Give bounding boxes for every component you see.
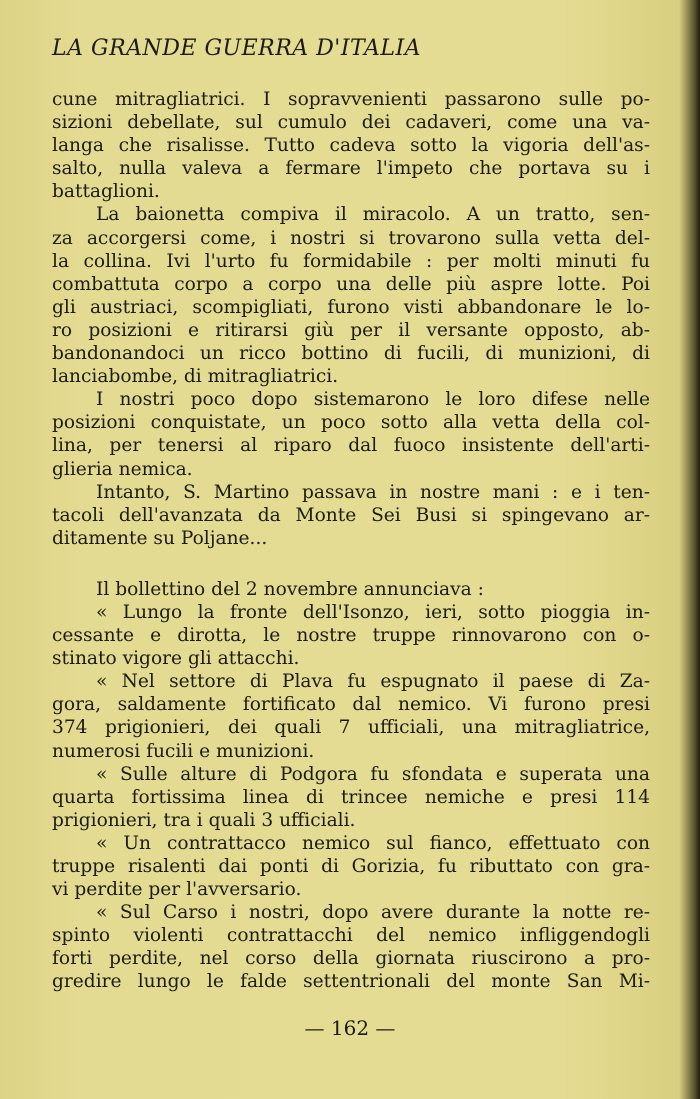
text-line: stinato vigore gli attacchi. [52,648,300,670]
page-number: — 162 — [304,1016,396,1040]
text-line: cune mitragliatrici. I sopravvenienti passarono sulle po- [52,89,650,110]
text-line: lanciabombe, di mitragliatrici. [52,366,339,388]
text-line: gli austriaci, scompigliati, furono visti abbandonare le lo- [52,296,650,318]
text-line: forti perdite, nel corso della giornata riuscirono a pro- [52,948,650,970]
text-line: « Un contrattacco nemico sul fianco, effettuato con [96,832,650,854]
section-gap [52,550,650,578]
text-line: glieria nemica. [52,458,193,480]
body-text [52,88,650,994]
text-line: « Nel settore di Plava fu espugnato il paese di Za- [96,671,650,693]
text-line: ditamente su Poljane... [52,527,268,549]
text-line: salto, nulla valeva a fermare l'impeto che portava su i [52,158,650,180]
text-line: gredire lungo le falde settentrionali del monte San Mi- [52,971,650,993]
text-line: cessante e dirotta, le nostre truppe rinnovarono con o- [52,625,650,647]
paragraph [52,601,650,670]
text-line: za accorgersi come, i nostri si trovarono sulla vetta del- [52,227,650,249]
paragraph [52,88,650,203]
text-line: la collina. Ivi l'urto fu formidabile : per molti minuti fu [52,250,650,272]
text-line: 374 prigionieri, dei quali 7 ufficiali, una mitragliatrice, [52,717,650,739]
paragraph [52,388,650,480]
paragraph [52,832,650,901]
text-line: bandonandoci un ricco bottino di fucili, di munizioni, di [52,343,650,365]
text-line: battaglioni. [52,181,160,203]
text-line: I nostri poco dopo sistemarono le loro difese nelle [96,389,650,411]
text-line: truppe risalenti dai ponti di Gorizia, fu ributtato con gra- [52,856,650,877]
text-line: « Sulle alture di Podgora fu sfondata e superata una [96,763,650,785]
text-line: prigionieri, tra i quali 3 ufficiali. [52,809,356,831]
text-line: Il bollettino del 2 novembre annunciava : [96,578,484,600]
text-line: « Lungo la fronte dell'Isonzo, ieri, sotto pioggia in- [96,601,650,623]
text-line: gora, saldamente fortificato dal nemico. Vi furono presi [52,694,650,716]
text-line: posizioni conquistate, un poco sotto alla vetta della col- [52,412,650,434]
text-line: combattuta corpo a corpo una delle più aspre lotte. Poi [52,273,650,295]
text-line: « Sul Carso i nostri, dopo avere durante la notte re- [96,902,650,924]
text-line: vi perdite per l'avversario. [52,879,302,901]
running-head: LA GRANDE GUERRA D'ITALIA [52,36,422,61]
text-line: ro posizioni e ritirarsi giù per il versante opposto, ab- [52,319,650,341]
text-line: numerosi fucili e munizioni. [52,740,315,762]
paragraph [52,481,650,550]
text-line: langa che risalisse. Tutto cadeva sotto la vigoria dell'as- [52,135,650,157]
paragraph [52,670,650,762]
text-line: Intanto, S. Martino passava in nostre mani : e i ten- [96,481,650,503]
paragraph [52,203,650,388]
text-line: quarta fortissima linea di trincee nemiche e presi 114 [52,786,650,808]
text-line: tacoli dell'avanzata da Monte Sei Busi si spingevano ar- [52,504,650,526]
text-line: La baionetta compiva il miracolo. A un tratto, sen- [96,204,650,226]
text-line: spinto violenti contrattacchi del nemico infliggendogli [52,925,650,947]
paragraph [52,763,650,832]
text-line: lina, per tenersi al riparo dal fuoco insistente dell'arti- [52,435,650,457]
text-line: sizioni debellate, sul cumulo dei cadaveri, come una va- [52,112,650,134]
paragraph [52,578,650,601]
paragraph [52,901,650,993]
